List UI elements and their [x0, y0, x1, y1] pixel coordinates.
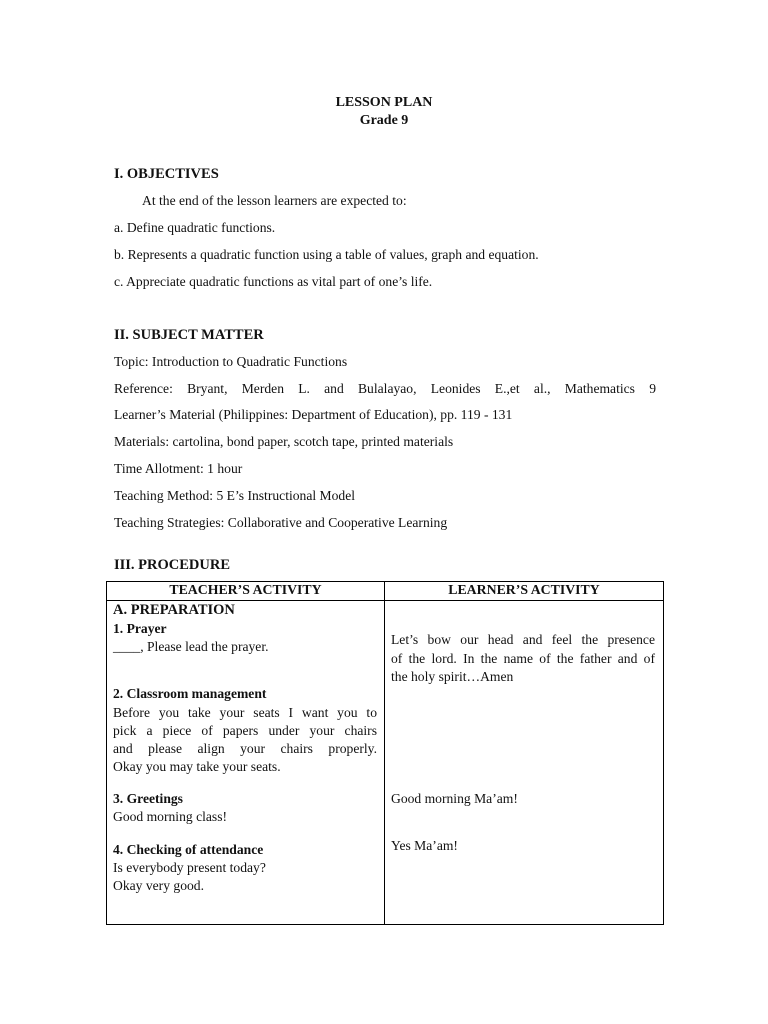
prayer-text: ____, Please lead the prayer.: [113, 639, 269, 654]
time-allotment-line: Time Allotment: 1 hour: [114, 461, 243, 476]
objective-item-c: c. Appreciate quadratic functions as vital part of one’s life.: [114, 274, 433, 289]
document-title: LESSON PLAN: [335, 95, 433, 110]
teaching-strategies-line: Teaching Strategies: Collaborative and Cooperative Learning: [114, 515, 448, 530]
teacher-activity-cell: [107, 601, 385, 925]
grade-label: Grade 9: [359, 113, 409, 128]
objectives-intro: At the end of the lesson learners are expected to:: [142, 193, 407, 208]
procedure-table: [106, 581, 664, 925]
topic-line: Topic: Introduction to Quadratic Functions: [114, 354, 348, 369]
classroom-line-3: and please align your chairs properly.: [113, 741, 377, 756]
materials-line: Materials: cartolina, bond paper, scotch tape, printed materials: [114, 434, 454, 449]
prayer-title: 1. Prayer: [113, 621, 167, 636]
classroom-line-4: Okay you may take your seats.: [113, 759, 281, 774]
classroom-line-1: Before you take your seats I want you to: [113, 705, 377, 720]
objective-item-a: a. Define quadratic functions.: [114, 220, 276, 235]
reference-line-1: Reference: Bryant, Merden L. and Bulalayao, Leonides E.,et al., Mathematics 9: [114, 381, 656, 396]
classroom-management-title: 2. Classroom management: [113, 686, 267, 701]
learner-prayer-line-1: Let’s bow our head and feel the presence: [391, 632, 655, 647]
learner-activity-header: LEARNER’S ACTIVITY: [385, 582, 664, 601]
greetings-text: Good morning class!: [113, 809, 228, 824]
learner-greeting: Good morning Ma’am!: [391, 791, 518, 806]
objectives-heading: I. OBJECTIVES: [114, 166, 219, 182]
attendance-line-1: Is everybody present today?: [113, 860, 266, 875]
preparation-heading: A. PREPARATION: [113, 602, 235, 618]
classroom-line-2: pick a piece of papers under your chairs: [113, 723, 377, 738]
objective-item-b: b. Represents a quadratic function using a table of values, graph and equation.: [114, 247, 539, 262]
procedure-heading: III. PROCEDURE: [114, 557, 231, 573]
teaching-method-line: Teaching Method: 5 E’s Instructional Model: [114, 488, 356, 503]
learner-prayer-line-3: the holy spirit…Amen: [391, 669, 514, 684]
attendance-title: 4. Checking of attendance: [113, 842, 264, 857]
reference-line-2: Learner’s Material (Philippines: Department of Education), pp. 119 - 131: [114, 407, 513, 422]
learner-prayer-line-2: of the lord. In the name of the father and of: [391, 651, 655, 666]
attendance-line-2: Okay very good.: [113, 878, 204, 893]
subject-matter-heading: II. SUBJECT MATTER: [114, 327, 264, 343]
teacher-activity-header: TEACHER’S ACTIVITY: [107, 582, 385, 601]
greetings-title: 3. Greetings: [113, 791, 183, 806]
learner-activity-cell: [385, 601, 664, 925]
learner-attendance: Yes Ma’am!: [391, 838, 458, 853]
